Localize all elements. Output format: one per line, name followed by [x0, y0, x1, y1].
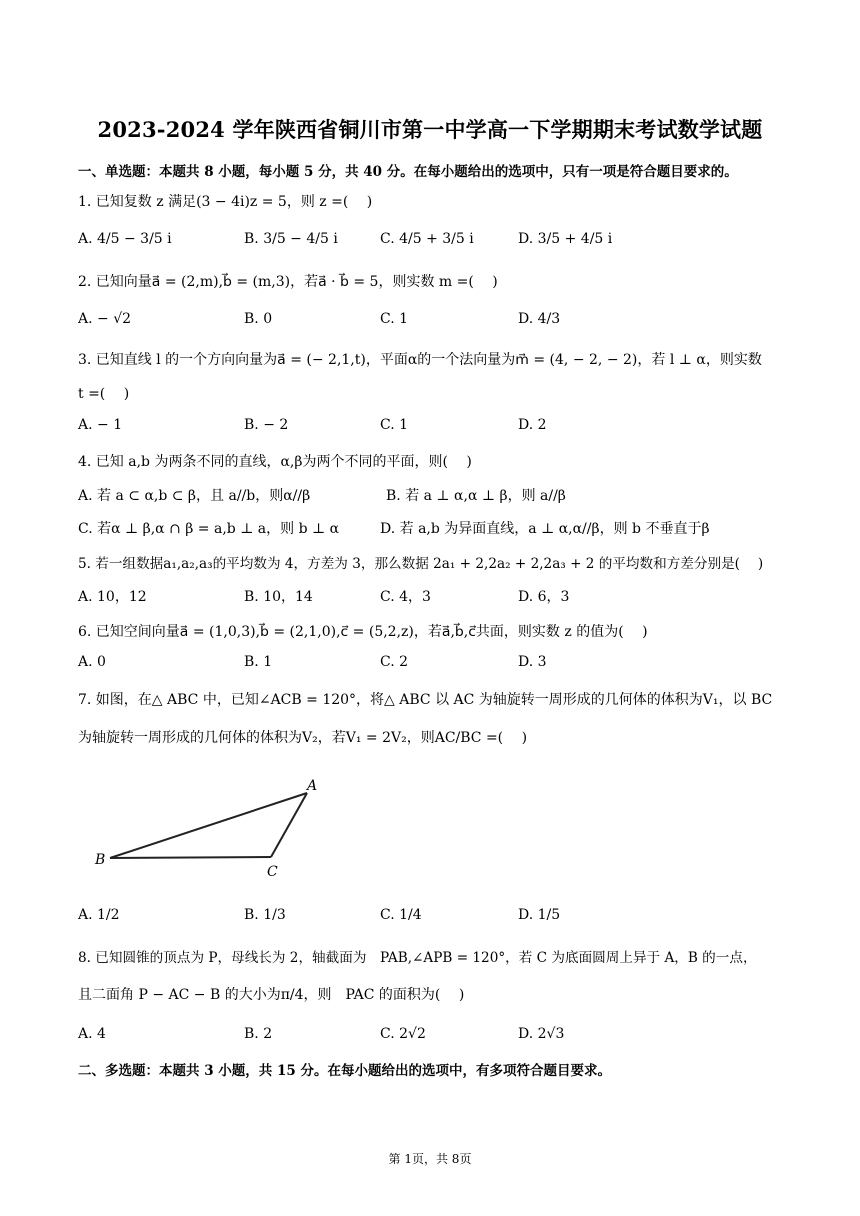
- q4-stem: 4. 已知 a,b 为两条不同的直线，α,β为两个不同的平面，则( ): [78, 454, 472, 470]
- q2-option-b: B. 0: [244, 311, 273, 327]
- q4-option-b: B. 若 a ⊥ α,α ⊥ β，则 a//β: [386, 488, 566, 504]
- q3-option-b: B. − 2: [244, 417, 289, 433]
- q3-option-c: C. 1: [380, 417, 409, 433]
- q2-option-c: C. 1: [380, 311, 409, 327]
- q6-stem: 6. 已知空间向量a⃗ = (1,0,3),b⃗ = (2,1,0),c⃗ = (5,2,z)，若a⃗,b⃗,c⃗共面，则实数 z 的值为( ): [78, 624, 648, 640]
- q7-option-b: B. 1/3: [244, 907, 286, 923]
- q5-option-d: D. 6，3: [518, 589, 570, 605]
- q1-option-a: A. 4/5 − 3/5 i: [78, 231, 172, 247]
- q5-option-c: C. 4，3: [380, 589, 431, 605]
- q7-option-d: D. 1/5: [518, 907, 561, 923]
- q2-option-d: D. 4/3: [518, 311, 561, 327]
- q8-stem-line1: 8. 已知圆锥的顶点为 P，母线长为 2，轴截面为 PAB,∠APB = 120°，若 C 为底面圆周上异于 A，B 的一点，: [78, 950, 757, 966]
- q7-stem-line2: 为轴旋转一周形成的几何体的体积为V₂，若V₁ = 2V₂，则AC/BC =( ): [78, 730, 528, 746]
- q7-stem-line1: 7. 如图，在△ ABC 中，已知∠ACB = 120°，将△ ABC 以 AC 为轴旋转一周形成的几何体的体积为V₁，以 BC: [78, 692, 773, 708]
- page-title: 2023-2024 学年陕西省铜川市第一中学高一下学期期末考试数学试题: [97, 117, 763, 142]
- q3-stem-line2: t =( ): [78, 386, 130, 402]
- q2-option-a: A. − √2: [78, 311, 132, 327]
- side-ab: [110, 793, 307, 858]
- q2-stem: 2. 已知向量a⃗ = (2,m),b⃗ = (m,3)，若a⃗ · b⃗ = 5，则实数 m =( ): [78, 274, 498, 290]
- q7-option-c: C. 1/4: [380, 907, 422, 923]
- q4-option-d: D. 若 a,b 为异面直线，a ⊥ α,α//β，则 b 不垂直于β: [380, 521, 710, 537]
- q7-option-a: A. 1/2: [78, 907, 120, 923]
- q6-option-c: C. 2: [380, 654, 409, 670]
- q8-option-d: D. 2√3: [518, 1026, 565, 1042]
- page-footer: 第 1页，共 8页: [388, 1152, 472, 1166]
- vertex-label-c: C: [267, 864, 278, 880]
- q1-option-b: B. 3/5 − 4/5 i: [244, 231, 338, 247]
- q4-option-a: A. 若 a ⊂ α,b ⊂ β，且 a//b，则α//β: [78, 488, 311, 504]
- side-bc: [110, 857, 271, 858]
- q1-stem: 1. 已知复数 z 满足(3 − 4i)z = 5，则 z =( ): [78, 194, 373, 210]
- q6-option-d: D. 3: [518, 654, 547, 670]
- q5-option-a: A. 10，12: [78, 589, 147, 605]
- vertex-label-a: A: [307, 778, 318, 794]
- q8-option-a: A. 4: [78, 1026, 106, 1042]
- q3-option-a: A. − 1: [78, 417, 123, 433]
- section-multiple-choice-heading: 二、多选题：本题共 3 小题，共 15 分。在每小题给出的选项中，有多项符合题目要求。: [78, 1063, 611, 1079]
- q4-option-c: C. 若α ⊥ β,α ∩ β = a,b ⊥ a，则 b ⊥ α: [78, 521, 340, 537]
- q3-option-d: D. 2: [518, 417, 547, 433]
- q1-option-d: D. 3/5 + 4/5 i: [518, 231, 613, 247]
- q1-option-c: C. 4/5 + 3/5 i: [380, 231, 474, 247]
- triangle-abc-figure: [85, 760, 345, 885]
- q8-stem-line2: 且二面角 P − AC − B 的大小为π/4，则 PAC 的面积为( ): [78, 987, 465, 1003]
- q6-option-a: A. 0: [78, 654, 106, 670]
- q6-option-b: B. 1: [244, 654, 273, 670]
- section-single-choice-heading: 一、单选题：本题共 8 小题，每小题 5 分，共 40 分。在每小题给出的选项中，只有一项是符合题目要求的。: [78, 164, 738, 180]
- q5-option-b: B. 10，14: [244, 589, 313, 605]
- vertex-label-b: B: [95, 852, 106, 868]
- q8-option-b: B. 2: [244, 1026, 273, 1042]
- q8-option-c: C. 2√2: [380, 1026, 426, 1042]
- q3-stem-line1: 3. 已知直线 l 的一个方向向量为a⃗ = (− 2,1,t)，平面α的一个法向量为m⃗ = (4, − 2, − 2)，若 l ⊥ α，则实数: [78, 352, 762, 368]
- q5-stem: 5. 若一组数据a₁,a₂,a₃的平均数为 4，方差为 3，那么数据 2a₁ + 2,2a₂ + 2,2a₃ + 2 的平均数和方差分别是( ): [78, 556, 764, 572]
